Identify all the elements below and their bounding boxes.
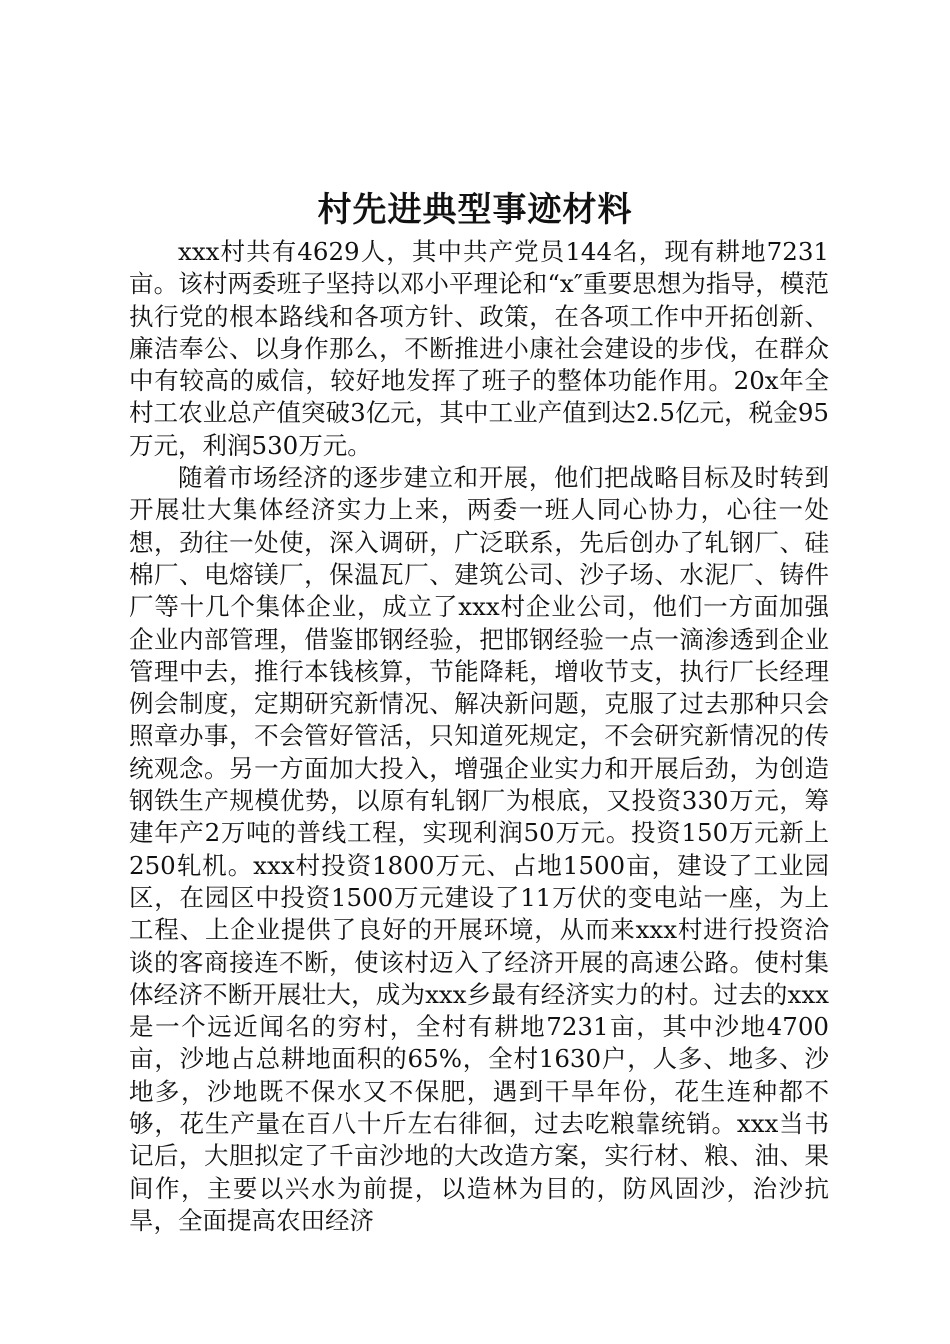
document-title: 村先进典型事迹材料: [317, 190, 633, 230]
paragraph-village-overview: xxx村共有4629人，其中共产党员144名，现有耕地7231亩。该村两委班子坚持以邓小平理论和“x″重要思想为指导，模范执行党的根本路线和各项方针、政策，在各项工作中开拓创新、廉洁奉公、以身作那么，不断推进小康社会建设的步伐，在群众中有较高的威信，较好地发挥了班子的整体功能作用。20x年全村工农业总产值突破3亿元，其中工业产值到达2.5亿元，税金95万元，利润530万元。: [129, 237, 829, 460]
document-body: [129, 236, 829, 1237]
paragraph-collective-economy: 随着市场经济的逐步建立和开展，他们把战略目标及时转到开展壮大集体经济实力上来，两委一班人同心协力，心往一处想，劲往一处使，深入调研，广泛联系，先后创办了轧钢厂、硅棉厂、电熔镁厂，保温瓦厂、建筑公司、沙子场、水泥厂、铸件厂等十几个集体企业，成立了xxx村企业公司，他们一方面加强企业内部管理，借鉴邯钢经验，把邯钢经验一点一滴渗透到企业管理中去，推行本钱核算，节能降耗，增收节支，执行厂长经理例会制度，定期研究新情况、解决新问题，克服了过去那种只会照章办事，不会管好管活，只知道死规定，不会研究新情况的传统观念。另一方面加大投入，增强企业实力和开展后劲，为创造钢铁生产规模优势，以原有轧钢厂为根底，又投资330万元，筹建年产2万吨的普线工程，实现利润50万元。投资150万元新上250轧机。xxx村投资1800万元、占地1500亩，建设了工业园区，在园区中投资1500万元建设了11万伏的变电站一座，为上工程、上企业提供了良好的开展环境，从而来xxx村进行投资洽谈的客商接连不断，使该村迈入了经济开展的高速公路。使村集体经济不断开展壮大，成为xxx乡最有经济实力的村。过去的xxx是一个远近闻名的穷村，全村有耕地7231亩，其中沙地4700亩，沙地占总耕地面积的65%，全村1630户，人多、地多、沙地多，沙地既不保水又不保肥，遇到干旱年份，花生连种都不够，花生产量在百八十斤左右徘徊，过去吃粮靠统销。xxx当书记后，大胆拟定了千亩沙地的大改造方案，实行材、粮、油、果间作，主要以兴水为前提，以造林为目的，防风固沙，治沙抗旱，全面提高农田经济: [129, 463, 829, 1235]
